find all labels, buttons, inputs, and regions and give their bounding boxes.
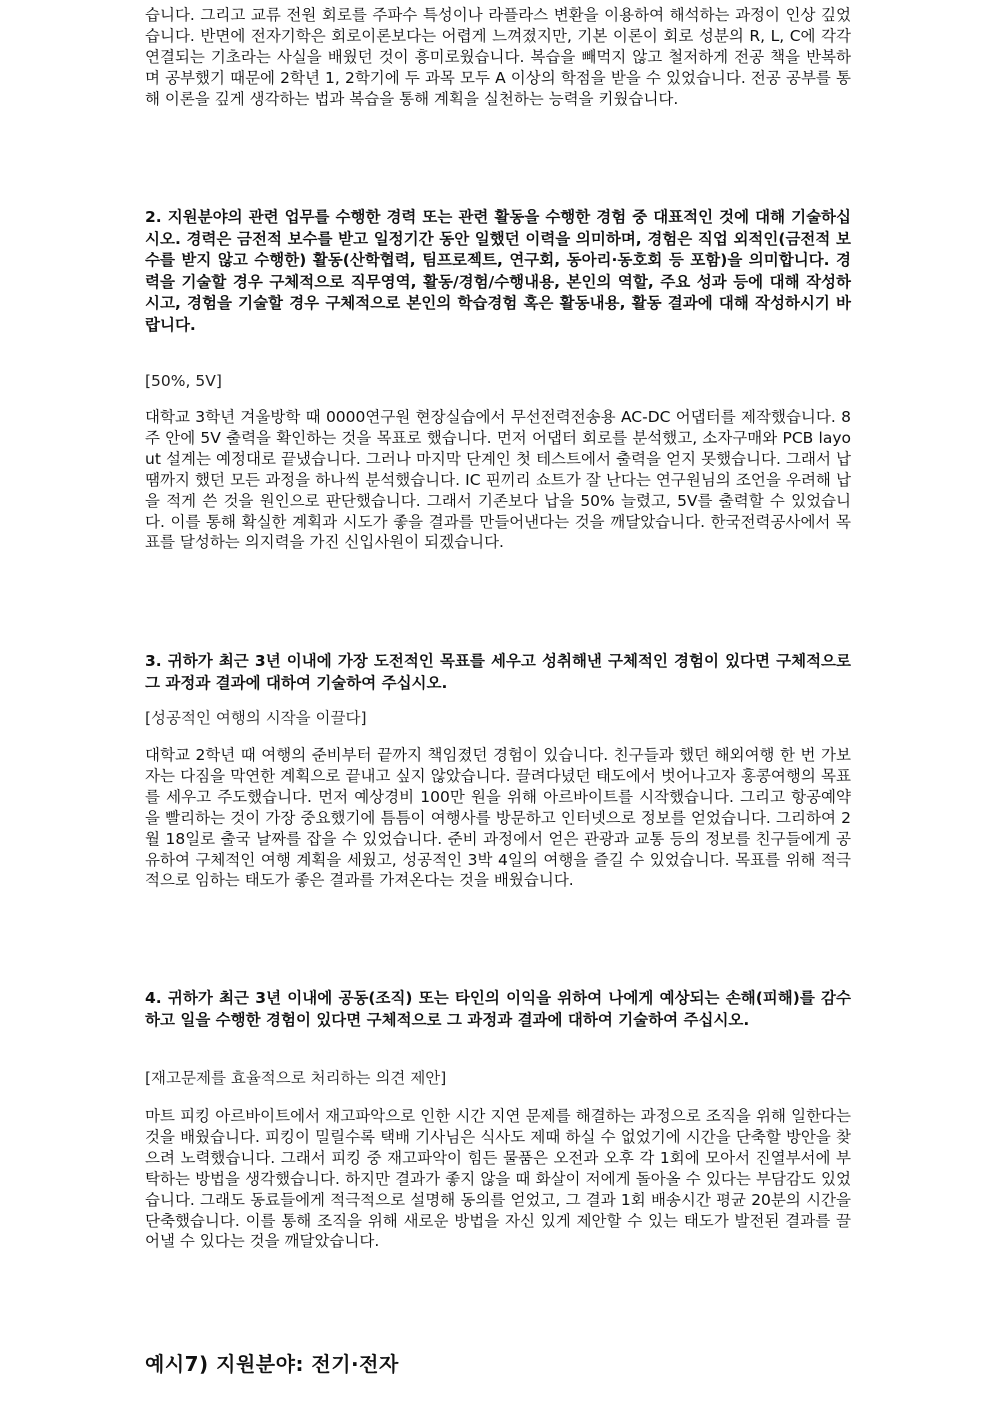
section-3-subtitle-wrap [145,708,851,729]
answer-3-text: 대학교 2학년 때 여행의 준비부터 끝까지 책임졌던 경험이 있습니다. 친구들과 했던 해외여행 한 번 가보자는 다짐을 막연한 계획으로 끝내고 싶지 않았습니다. 끌려다녔던 태도에서 벗어나고자 홍콩여행의 목표를 세우고 주도했습니다. 먼저 예상경비 100만 원을 위해 아르바이트를 시작했습니다. 그리고 항공예약을 빨리하는 것이 가장 중요했기에 틈틈이 여행사를 방문하고 인터넷으로 정보를 얻었습니다. 그리하여 2월 18일로 출국 날짜를 잡을 수 있었습니다. 준비 과정에서 얻은 관광과 교통 등의 정보를 친구들에게 공유하여 구체적인 여행 계획을 세웠고, 성공적인 3박 4일의 여행을 즐길 수 있었습니다. 목표를 위해 적극적으로 임하는 태도가 좋은 결과를 가져온다는 것을 배웠습니다. [145,746,851,890]
intro-paragraph: 습니다. 그리고 교류 전원 회로를 주파수 특성이나 라플라스 변환을 이용하여 해석하는 과정이 인상 깊었습니다. 반면에 전자기학은 회로이론보다는 어렵게 느껴졌지만, 기본 이론이 회로 성분의 R, L, C에 각각 연결되는 기초라는 사실을 배웠던 것이 흥미로웠습니다. 복습을 빼먹지 않고 철저하게 전공 책을 반복하며 공부했기 때문에 2학년 1, 2학기에 두 과목 모두 A 이상의 학점을 받을 수 있었습니다. 전공 공부를 통해 이론을 깊게 생각하는 법과 복습을 통해 계획을 실천하는 능력을 키웠습니다. [145,6,851,108]
answer-2-text: 대학교 3학년 겨울방학 때 0000연구원 현장실습에서 무선전력전송용 AC-DC 어댑터를 제작했습니다. 8주 안에 5V 출력을 확인하는 것을 목표로 했습니다. 먼저 어댑터 회로를 분석했고, 소자구매와 PCB layout 설계는 예정대로 끝냈습니다. 그러나 마지막 단계인 첫 테스트에서 출력을 얻지 못했습니다. 그래서 납땜까지 했던 모든 과정을 하나씩 분석했습니다. IC 핀끼리 쇼트가 잘 난다는 연구원님의 조언을 우려해 납을 적게 쓴 것을 원인으로 판단했습니다. 그래서 기존보다 납을 50% 늘렸고, 5V를 출력할 수 있었습니다. 이를 통해 확실한 계획과 시도가 좋을 결과를 만들어낸다는 것을 깨달았습니다. 한국전력공사에서 목표를 달성하는 의지력을 가진 신입사원이 되겠습니다. [145,408,851,552]
section-2-subtitle-wrap [145,371,851,392]
answer-4-text: 마트 피킹 아르바이트에서 재고파악으로 인한 시간 지연 문제를 해결하는 과정으로 조직을 위해 일한다는 것을 배웠습니다. 피킹이 밀릴수록 택배 기사님은 식사도 제때 하실 수 없었기에 시간을 단축할 방안을 찾으려 노력했습니다. 그래서 피킹 중 재고파악이 힘든 물품은 오전과 오후 각 1회에 모아서 진열부서에 부탁하는 방법을 생각했습니다. 하지만 결과가 좋지 않을 때 화살이 저에게 돌아올 수 있다는 부담감도 있었습니다. 그래도 동료들에게 적극적으로 설명해 동의를 얻었고, 그 결과 1회 배송시간 평균 20분의 시간을 단축했습니다. 이를 통해 조직을 위해 새로운 방법을 자신 있게 제안할 수 있는 태도가 발전된 결과를 끌어낼 수 있다는 것을 깨달았습니다. [145,1107,851,1251]
intro-block [145,5,851,110]
answer-2-subtitle: [50%, 5V] [145,372,222,390]
section-3 [145,651,851,694]
section-2 [145,207,851,336]
section-4 [145,988,851,1031]
section-3-answer-wrap [145,745,851,891]
question-4: 4. 귀하가 최근 3년 이내에 공동(조직) 또는 타인의 이익을 위하여 나에게 예상되는 손해(피해)를 감수하고 일을 수행한 경험이 있다면 구체적으로 그 과정과 결과에 대하여 기술하여 주십시오. [145,989,851,1029]
section-4-answer-wrap [145,1106,851,1252]
question-2: 2. 지원분야의 관련 업무를 수행한 경력 또는 관련 활동을 수행한 경험 중 대표적인 것에 대해 기술하십시오. 경력은 금전적 보수를 받고 일정기간 동안 일했던 이력을 의미하며, 경험은 직업 외적인(금전적 보수를 받지 않고 수행한) 활동(산학협력, 팀프로젝트, 연구회, 동아리·동호회 등 포함)을 의미합니다. 경력을 기술할 경우 구체적으로 직무영역, 활동/경험/수행내용, 본인의 역할, 주요 성과 등에 대해 작성하시고, 경험을 기술할 경우 구체적으로 본인의 학습경험 혹은 활동내용, 활동 결과에 대해 작성하시기 바랍니다. [145,208,851,334]
question-3: 3. 귀하가 최근 3년 이내에 가장 도전적인 목표를 세우고 성취해낸 구체적인 경험이 있다면 구체적으로 그 과정과 결과에 대하여 기술하여 주십시오. [145,652,851,692]
example-heading: 예시7) 지원분야: 전기·전자 [145,1352,399,1376]
section-4-subtitle-wrap [145,1068,851,1089]
answer-3-subtitle: [성공적인 여행의 시작을 이끌다] [145,709,367,727]
section-2-answer-wrap [145,407,851,553]
footer-heading-wrap [145,1348,851,1377]
answer-4-subtitle: [재고문제를 효율적으로 처리하는 의견 제안] [145,1069,447,1087]
